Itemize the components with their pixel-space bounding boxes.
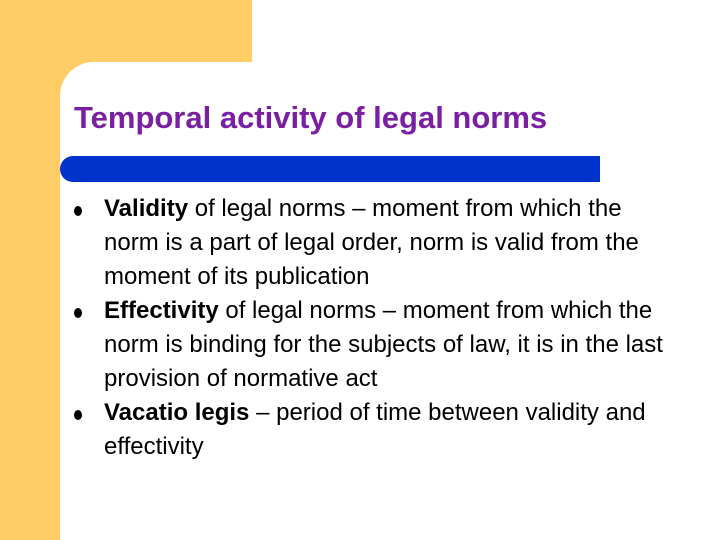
bullet-term: Validity (104, 195, 189, 222)
bullet-list (74, 192, 674, 464)
bullet-item-effectivity (74, 294, 674, 396)
bullet-text: of legal norms – moment from which the norm is binding for the subjects of law, it is in the last provision of normative act (104, 297, 663, 392)
bullet-term: Effectivity (104, 297, 219, 324)
title-underline-bar (60, 156, 600, 182)
bullet-text: – period of time between validity and effectivity (104, 399, 646, 460)
bullet-item-validity (74, 192, 674, 294)
bullet-dot-icon (74, 410, 82, 420)
bullet-dot-icon (74, 308, 82, 318)
bullet-dot-icon (74, 206, 82, 216)
slide-title: Temporal activity of legal norms (74, 100, 548, 135)
bullet-text: of legal norms – moment from which the norm is a part of legal order, norm is valid from the moment of its publication (104, 195, 639, 290)
bullet-term: Vacatio legis (104, 399, 250, 426)
bullet-item-vacatio-legis (74, 396, 674, 464)
